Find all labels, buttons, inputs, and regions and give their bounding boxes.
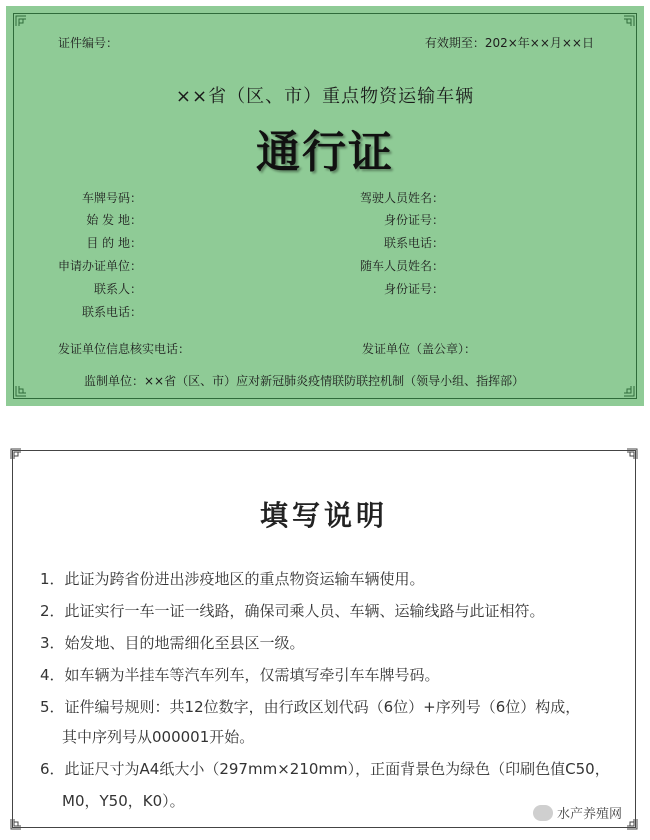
- instruction-item: 5．证件编号规则：共12位数字，由行政区划代码（6位）+序列号（6位）构成，: [40, 698, 581, 716]
- field-plate: 车牌号码：: [81, 191, 142, 205]
- instruction-item: 1．此证为跨省份进出涉疫地区的重点物资运输车辆使用。: [40, 570, 425, 588]
- instructions-card: [8, 446, 640, 832]
- corner-ornament-icon: [623, 385, 635, 397]
- corner-ornament-icon: [626, 448, 638, 460]
- corner-ornament-icon: [15, 15, 27, 27]
- corner-ornament-icon: [10, 818, 22, 830]
- corner-ornament-icon: [626, 818, 638, 830]
- wechat-icon: [533, 805, 553, 821]
- pass-title: 通行证: [256, 127, 394, 178]
- corner-ornament-icon: [10, 448, 22, 460]
- instruction-item-continuation: 其中序列号从000001开始。: [62, 728, 255, 746]
- instruction-item: 6．此证尺寸为A4纸大小（297mm×210mm），正面背景色为绿色（印刷色值C50，: [40, 760, 610, 778]
- verify-phone-label: 发证单位信息核实电话：: [58, 342, 191, 356]
- field-passenger-id: 身份证号：: [383, 282, 444, 296]
- instruction-item: 3．始发地、目的地需细化至县区一级。: [40, 634, 305, 652]
- field-origin: 始 发 地：: [86, 213, 142, 227]
- field-contact-phone: 联系电话：: [81, 305, 142, 319]
- field-driver-phone: 联系电话：: [383, 236, 444, 250]
- issuer-label: 发证单位（盖公章）：: [362, 342, 477, 356]
- pass-card: [6, 6, 644, 406]
- cert-no-label: 证件编号：: [58, 36, 119, 50]
- field-destination: 目 的 地：: [86, 236, 142, 250]
- field-passenger-name: 随车人员姓名：: [359, 259, 444, 273]
- instruction-item: 2．此证实行一车一证一线路，确保司乘人员、车辆、运输线路与此证相符。: [40, 602, 545, 620]
- field-driver-name: 驾驶人员姓名：: [359, 191, 444, 205]
- watermark-text: 水产养殖网: [556, 807, 622, 822]
- field-driver-id: 身份证号：: [383, 213, 444, 227]
- corner-ornament-icon: [623, 15, 635, 27]
- corner-ornament-icon: [15, 385, 27, 397]
- pass-subtitle: ××省（区、市）重点物资运输车辆: [175, 86, 475, 107]
- instructions-heading: 填写说明: [259, 499, 388, 532]
- supervisor-unit: 监制单位：××省（区、市）应对新冠肺炎疫情联防联控机制（领导小组、指挥部）: [84, 374, 525, 388]
- field-contact: 联系人：: [93, 282, 142, 296]
- instruction-item: 4．如车辆为半挂车等汽车列车，仅需填写牵引车车牌号码。: [40, 666, 440, 684]
- instruction-item-continuation: M0，Y50，K0）。: [62, 792, 185, 810]
- watermark: [533, 803, 622, 822]
- field-applicant-unit: 申请办证单位：: [57, 259, 142, 273]
- valid-until: 有效期至：202×年××月××日: [424, 36, 594, 50]
